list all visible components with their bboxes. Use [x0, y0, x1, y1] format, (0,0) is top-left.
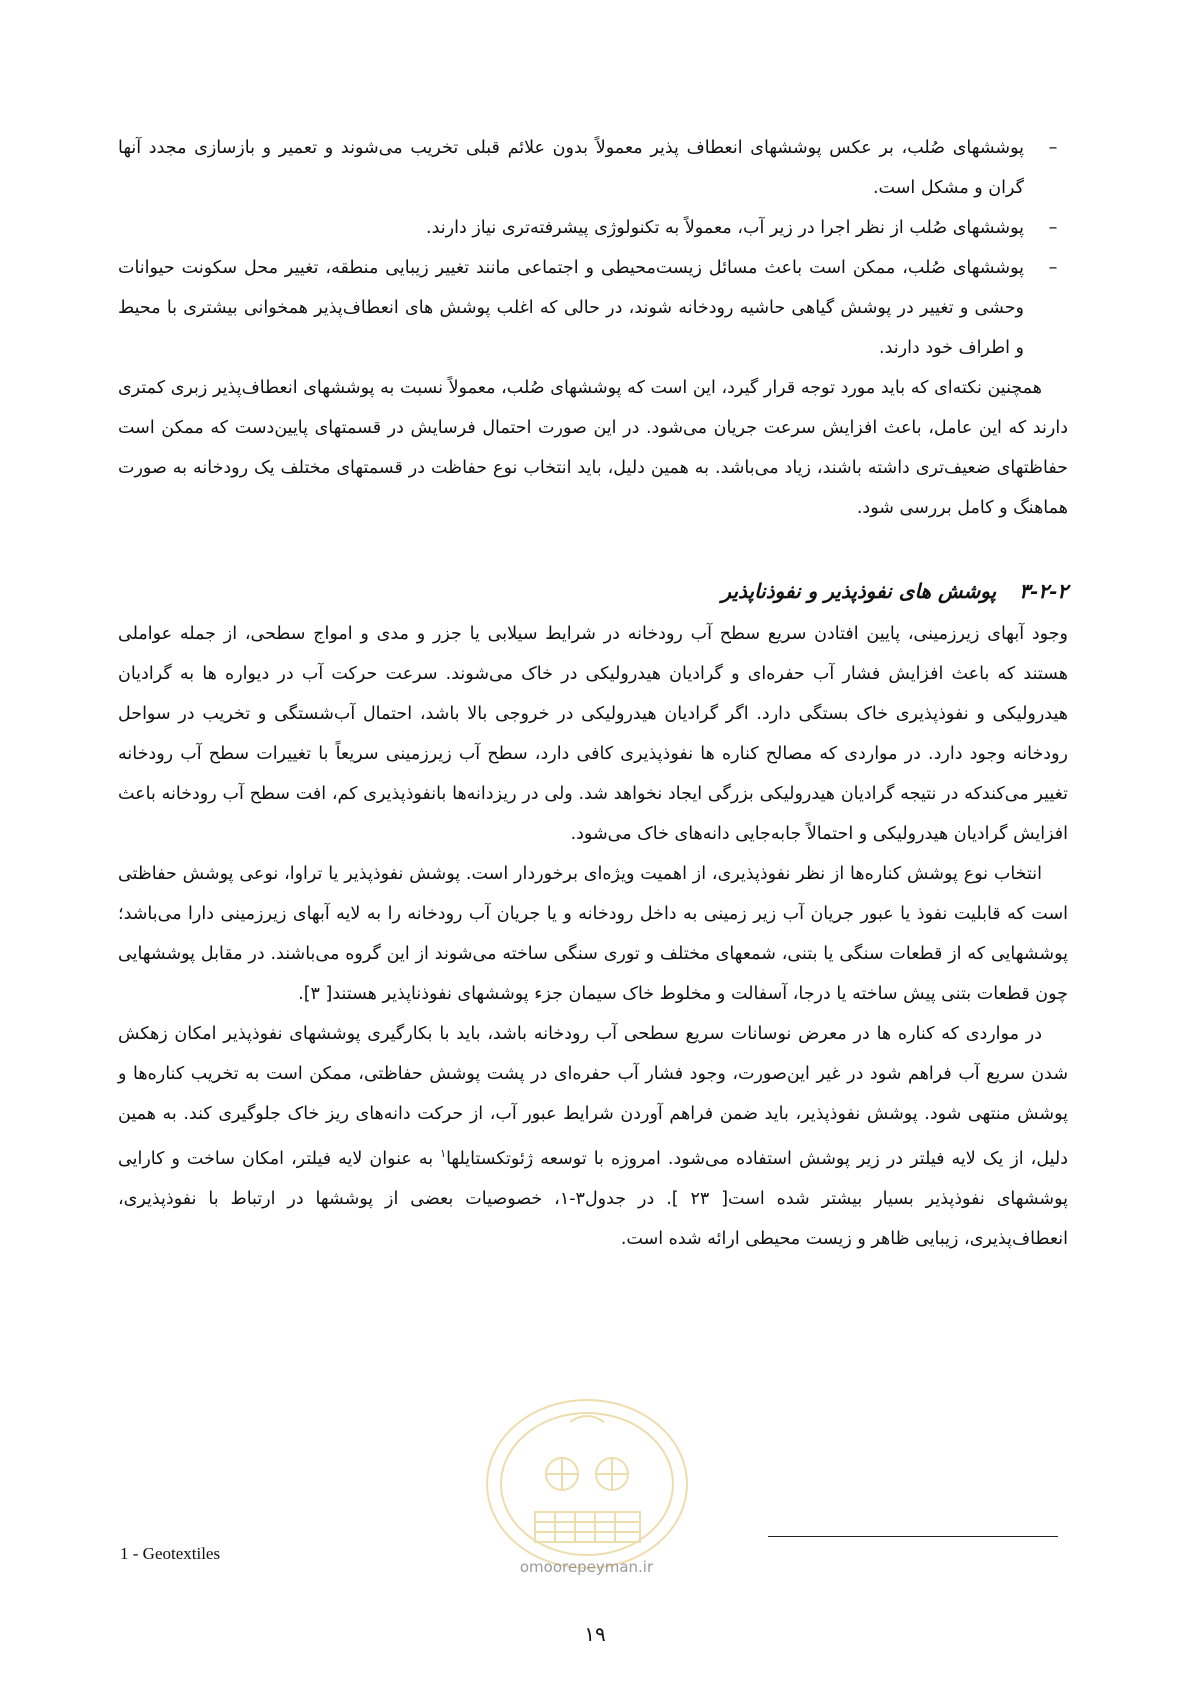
list-item	[118, 248, 1068, 368]
paragraph-drainage-end: به عنوان لایه فیلتر، امکان ساخت و کارایی پوششهای نفوذپذیر بسیار بیشتر شده است[ ۲۳ ]. در جدول۳-۱، خصوصیات بعضی از پوششها در ارتباط با نفوذپذیری، انعطاف‌پذیری، زیبایی ظاهر و زیست محیطی ارائه شده است.	[118, 1148, 1068, 1249]
footnote-reference[interactable]: ۱	[440, 1147, 447, 1160]
footnote-divider	[768, 1536, 1058, 1537]
paragraph-intro: همچنین نکته‌ای که باید مورد توجه قرار گیرد، این است که پوششهای صُلب، معمولاً نسبت به پوششهای انعطاف‌پذیر زبری کمتری دارند که این عامل، باعث افزایش سرعت جریان می‌شود. در این صورت احتمال فرسایش در قسمتهای پایین‌دست که ممکن است حفاظتهای ضعیف‌تری داشته باشند، زیاد می‌باشد. به همین دلیل، باید انتخاب نوع حفاظت در قسمتهای مختلف یک رودخانه به صورت هماهنگ و کامل بررسی شود.	[118, 378, 1068, 518]
section-title: پوشش های نفوذپذیر و نفوذناپذیر	[721, 579, 997, 603]
paragraph-drainage	[118, 1014, 1068, 1259]
bullet-marker: –	[1048, 138, 1058, 158]
page-number: ۱۹	[584, 1622, 606, 1646]
footnote-text: 1 - Geotextiles	[120, 1544, 221, 1563]
list-item	[118, 128, 1068, 208]
section-number: ۳-۲-۲	[1019, 579, 1068, 603]
paragraph-groundwater: وجود آبهای زیرزمینی، پایین افتادن سریع سطح آب رودخانه در شرایط سیلابی یا جزر و مدی و امواج سطحی، از جمله عواملی هستند که باعث افزایش فشار آب حفره‌ای و گرادیان هیدرولیکی در خاک می‌شوند. سرعت حرکت آب در دیواره ها به گرادیان هیدرولیکی و نفوذپذیری خاک بستگی دارد. اگر گرادیان هیدرولیکی در خروجی بالا باشد، احتمال آب‌شستگی و تخریب در سواحل رودخانه وجود دارد. در مواردی که مصالح کناره ها نفوذپذیری کافی دارد، سطح آب زیرزمینی سریعاً با تغییرات سطح آب رودخانه تغییر می‌کندکه در نتیجه گرادیان هیدرولیکی بزرگی ایجاد نخواهد شد. ولی در ریزدانه‌ها بانفوذپذیری کم، افت سطح آب رودخانه باعث افزایش گرادیان هیدرولیکی و احتمالاً جابه‌جایی دانه‌های خاک می‌شود.	[118, 624, 1068, 844]
list-item	[118, 208, 1068, 248]
bullet-marker: –	[1048, 218, 1058, 238]
bullet-marker: –	[1048, 258, 1058, 278]
bullet-text: پوششهای صُلب، ممکن است باعث مسائل زیست‌محیطی و اجتماعی مانند تغییر زیبایی منطقه، تغییر محل سکونت حیوانات وحشی و تغییر در پوشش گیاهی حاشیه رودخانه شوند، در حالی که اغلب پوشش های انعطاف‌پذیر همخوانی بیشتری با محیط و اطراف خود دارند.	[118, 258, 1024, 358]
section-heading	[118, 568, 1068, 614]
paragraph-drainage-start: در مواردی که کناره ها در معرض نوسانات سریع سطحی آب رودخانه باشد، باید با بکارگیری پوششهای نفوذپذیر امکان زهکش شدن سریع آب فراهم شود در غیر این‌صورت، وجود فشار آب حفره‌ای در پشت پوشش حفاظتی، ممکن است به تخریب کناره‌ها و پوشش منتهی شود. پوشش نفوذپذیر، باید ضمن فراهم آوردن شرایط عبور آب، از حرکت دانه‌های ریز خاک جلوگیری کند. به همین دلیل، از یک لایه فیلتر در زیر پوشش استفاده می‌شود. امروزه با توسعه ژئوتکستایلها	[118, 1024, 1068, 1169]
bullet-text: پوششهای صُلب، بر عکس پوششهای انعطاف پذیر معمولاً بدون علائم قبلی تخریب می‌شوند و تعمیر و بازسازی مجدد آنها گران و مشکل است.	[118, 138, 1024, 198]
paragraph-permeability: انتخاب نوع پوشش کناره‌ها از نظر نفوذپذیری، از اهمیت ویژه‌ای برخوردار است. پوشش نفوذپذیر یا تراوا، نوعی پوشش حفاظتی است که قابلیت نفوذ یا عبور جریان آب زیر زمینی به داخل رودخانه و یا جریان آب رودخانه را به لایه آبهای زیرزمینی دارا می‌باشد؛ پوششهایی که از قطعات سنگی یا بتنی، شمعهای مختلف و توری سنگی ساخته می‌شوند از این گروه می‌باشند. در مقابل پوششهایی چون قطعات بتنی پیش ساخته یا درجا، آسفالت و مخلوط خاک سیمان جزء پوششهای نفوذناپذیر هستند[ ۳].	[118, 864, 1068, 1004]
watermark-seal-icon	[480, 1392, 695, 1574]
watermark-url: omoorepeyman.ir	[519, 1558, 654, 1576]
page-body	[118, 128, 1068, 1259]
bullet-text: پوششهای صُلب از نظر اجرا در زیر آب، معمولاً به تکنولوژی پیشرفته‌تری نیاز دارند.	[426, 218, 1024, 238]
